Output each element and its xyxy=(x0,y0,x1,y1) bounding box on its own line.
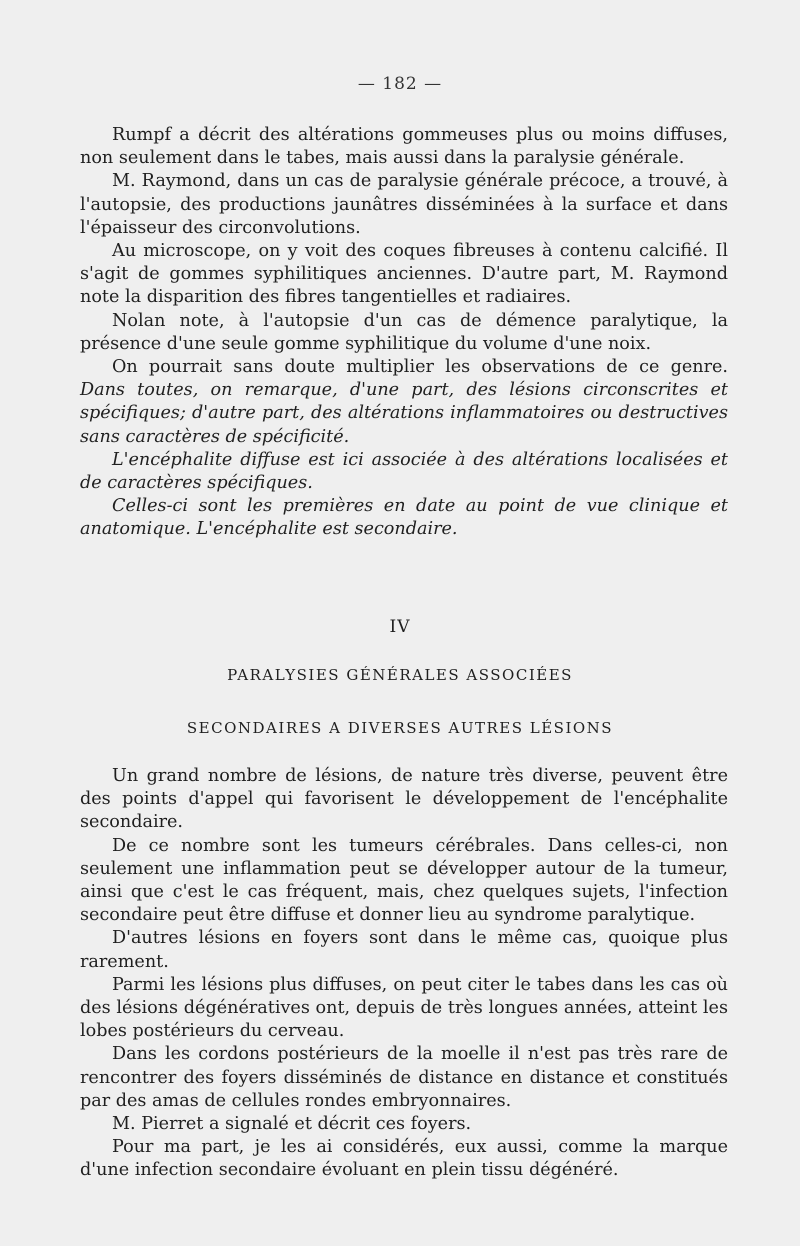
paragraph-roman-part: On pourrait sans doute multiplier les observations de ce genre. xyxy=(112,357,728,378)
section-title-line-1: PARALYSIES GÉNÉRALES ASSOCIÉES xyxy=(227,666,573,684)
paragraph: M. Pierret a signalé et décrit ces foyers. xyxy=(112,1114,472,1135)
paragraph: Nolan note, à l'autopsie d'un cas de démence paralytique, la présence d'une seule gomme syphilitique du volume d'une noix. xyxy=(80,310,728,354)
section-number: IV xyxy=(389,617,411,637)
paragraph-italic-part: Dans toutes, on remarque, d'une part, des lésions circonscrites et spécifiques; d'autre part, des altérations inflammatoires ou destructives sans caractères de spécificité. xyxy=(80,380,728,447)
section-title-line-2: SECONDAIRES A DIVERSES AUTRES LÉSIONS xyxy=(186,719,614,737)
paragraph: Rumpf a décrit des altérations gommeuses plus ou moins diffuses, non seulement dans le tabes, mais aussi dans la paralysie générale. xyxy=(80,125,728,169)
bottom-text-block xyxy=(80,765,728,1183)
paragraph: Un grand nombre de lésions, de nature très diverse, peuvent être des points d'appel qui favorisent le développement de l'encéphalite secondaire. xyxy=(80,766,728,833)
italic-paragraph: L'encéphalite diffuse est ici associée à des altérations localisées et de caractères spécifiques. xyxy=(80,449,728,494)
paragraph: De ce nombre sont les tumeurs cérébrales. Dans celles-ci, non seulement une inflammation peut se développer autour de la tumeur, ainsi que c'est le cas fréquent, mais, chez quelques sujets, l'infection secondaire peut être diffuse et donner lieu au syndrome paralytique. xyxy=(80,835,728,926)
paragraph-mixed xyxy=(80,356,728,449)
paragraph: Parmi les lésions plus diffuses, on peut citer le tabes dans les cas où des lésions dégénératives ont, depuis de très longues années, atteint les lobes postérieurs du cerveau. xyxy=(80,974,728,1042)
paragraph: Dans les cordons postérieurs de la moelle il n'est pas très rare de rencontrer des foyers disséminés de distance en distance et constitués par des amas de cellules rondes embryonnaires. xyxy=(80,1044,728,1111)
top-text-block xyxy=(80,124,728,542)
paragraph: D'autres lésions en foyers sont dans le même cas, quoique plus rarement. xyxy=(80,928,728,972)
paragraph: Pour ma part, je les ai considérés, eux aussi, comme la marque d'une infection secondaire évoluant en plein tissu dégénéré. xyxy=(80,1137,728,1181)
page-number: — 182 — xyxy=(357,74,443,94)
paragraph: M. Raymond, dans un cas de paralysie générale précoce, a trouvé, à l'autopsie, des productions jaunâtres disséminées à la surface et dans l'épaisseur des circonvolutions. xyxy=(80,171,728,238)
paragraph: Au microscope, on y voit des coques fibreuses à contenu calcifié. Il s'agit de gommes syphilitiques anciennes. D'autre part, M. Raymond note la disparition des fibres tangentielles et radiaires. xyxy=(80,241,728,308)
italic-paragraph: Celles-ci sont les premières en date au point de vue clinique et anatomique. L'encéphalite est secondaire. xyxy=(80,496,728,540)
